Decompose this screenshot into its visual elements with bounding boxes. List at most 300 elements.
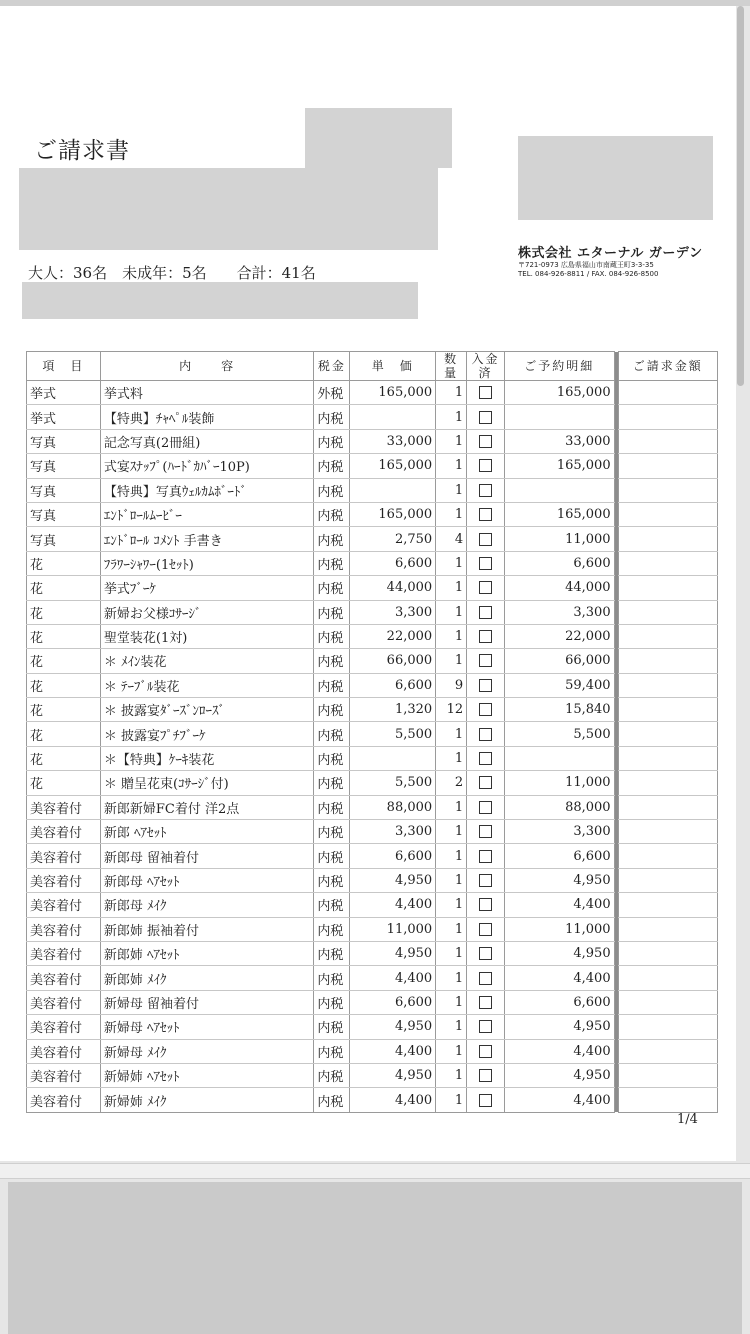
- table-row: [27, 698, 718, 722]
- cell-content: 新郎母 留袖着付: [100, 844, 314, 868]
- cell-tax: 内税: [314, 624, 350, 648]
- header-item: 項 目: [27, 352, 101, 381]
- cell-detail: 88,000: [504, 795, 614, 819]
- company-name: 株式会社 エターナル ガーデン: [518, 246, 703, 261]
- redacted-block: [305, 108, 452, 168]
- cell-detail: 6,600: [504, 844, 614, 868]
- cell-billing: [618, 893, 717, 917]
- cell-detail: 4,950: [504, 1063, 614, 1087]
- cell-content: 記念写真(2冊組): [100, 429, 314, 453]
- cell-qty: 1: [436, 941, 467, 965]
- paid-checkbox[interactable]: [479, 923, 492, 936]
- cell-qty: 1: [436, 1015, 467, 1039]
- cell-qty: 1: [436, 478, 467, 502]
- cell-paid: [467, 673, 505, 697]
- cell-tax: 内税: [314, 1015, 350, 1039]
- cell-qty: 1: [436, 917, 467, 941]
- cell-qty: 4: [436, 527, 467, 551]
- cell-detail: 3,300: [504, 600, 614, 624]
- cell-qty: 1: [436, 1063, 467, 1087]
- cell-tax: 内税: [314, 551, 350, 575]
- cell-qty: 1: [436, 576, 467, 600]
- cell-detail: 59,400: [504, 673, 614, 697]
- cell-billing: [618, 527, 717, 551]
- cell-content: 挙式料: [100, 381, 314, 405]
- cell-tax: 内税: [314, 1063, 350, 1087]
- cell-qty: 1: [436, 722, 467, 746]
- paid-checkbox[interactable]: [479, 850, 492, 863]
- cell-price: 2,750: [350, 527, 436, 551]
- cell-tax: 内税: [314, 722, 350, 746]
- cell-billing: [618, 746, 717, 770]
- cell-paid: [467, 527, 505, 551]
- cell-paid: [467, 381, 505, 405]
- cell-price: 6,600: [350, 551, 436, 575]
- cell-price: 165,000: [350, 381, 436, 405]
- redacted-block: [518, 136, 713, 220]
- cell-billing: [618, 576, 717, 600]
- cell-content: 新郎母 ﾒｲｸ: [100, 893, 314, 917]
- header-content: 内 容: [100, 352, 314, 381]
- cell-item: 花: [27, 746, 101, 770]
- table-row: [27, 795, 718, 819]
- cell-detail: 4,400: [504, 893, 614, 917]
- cell-paid: [467, 893, 505, 917]
- cell-detail: 4,400: [504, 966, 614, 990]
- paid-checkbox[interactable]: [479, 1020, 492, 1033]
- paid-checkbox[interactable]: [479, 874, 492, 887]
- cell-qty: 1: [436, 649, 467, 673]
- cell-item: 美容着付: [27, 1039, 101, 1063]
- cell-item: 花: [27, 698, 101, 722]
- cell-price: 88,000: [350, 795, 436, 819]
- cell-paid: [467, 917, 505, 941]
- cell-price: 33,000: [350, 429, 436, 453]
- paid-checkbox[interactable]: [479, 801, 492, 814]
- cell-billing: [618, 649, 717, 673]
- cell-detail: 11,000: [504, 771, 614, 795]
- cell-item: 美容着付: [27, 1063, 101, 1087]
- table-row: [27, 868, 718, 892]
- cell-tax: 外税: [314, 381, 350, 405]
- cell-tax: 内税: [314, 746, 350, 770]
- cell-item: 美容着付: [27, 917, 101, 941]
- redacted-block: [19, 168, 438, 250]
- cell-item: 写真: [27, 429, 101, 453]
- cell-billing: [618, 1063, 717, 1087]
- cell-price: 66,000: [350, 649, 436, 673]
- paid-checkbox[interactable]: [479, 1094, 492, 1107]
- cell-content: ﾌﾗﾜｰｼｬﾜｰ(1ｾｯﾄ): [100, 551, 314, 575]
- cell-price: 4,400: [350, 893, 436, 917]
- cell-billing: [618, 698, 717, 722]
- cell-content: 【特典】ﾁｬﾍﾟﾙ装飾: [100, 405, 314, 429]
- cell-content: 【特典】写真ｳｪﾙｶﾑﾎﾞｰﾄﾞ: [100, 478, 314, 502]
- cell-billing: [618, 673, 717, 697]
- cell-paid: [467, 429, 505, 453]
- header-billing: ご請求金額: [618, 352, 717, 381]
- cell-tax: 内税: [314, 1039, 350, 1063]
- paid-checkbox[interactable]: [479, 776, 492, 789]
- cell-detail: 3,300: [504, 820, 614, 844]
- cell-tax: 内税: [314, 649, 350, 673]
- cell-detail: 44,000: [504, 576, 614, 600]
- cell-detail: 4,950: [504, 1015, 614, 1039]
- cell-item: 写真: [27, 527, 101, 551]
- paid-checkbox[interactable]: [479, 557, 492, 570]
- cell-item: 写真: [27, 454, 101, 478]
- table-row: [27, 1039, 718, 1063]
- cell-item: 挙式: [27, 381, 101, 405]
- cell-tax: 内税: [314, 990, 350, 1014]
- cell-paid: [467, 722, 505, 746]
- cell-paid: [467, 478, 505, 502]
- cell-item: 挙式: [27, 405, 101, 429]
- cell-paid: [467, 405, 505, 429]
- cell-price: 6,600: [350, 844, 436, 868]
- cell-detail: 4,400: [504, 1088, 614, 1112]
- cell-tax: 内税: [314, 893, 350, 917]
- cell-paid: [467, 600, 505, 624]
- company-address: 〒721-0973 広島県福山市南蔵王町3-3-35: [518, 261, 654, 269]
- cell-paid: [467, 1063, 505, 1087]
- table-row: [27, 966, 718, 990]
- cell-tax: 内税: [314, 454, 350, 478]
- cell-tax: 内税: [314, 917, 350, 941]
- cell-price: 44,000: [350, 576, 436, 600]
- cell-tax: 内税: [314, 941, 350, 965]
- cell-qty: 1: [436, 624, 467, 648]
- table-row: [27, 429, 718, 453]
- paid-checkbox[interactable]: [479, 533, 492, 546]
- cell-billing: [618, 1015, 717, 1039]
- cell-billing: [618, 429, 717, 453]
- cell-billing: [618, 1039, 717, 1063]
- cell-price: 1,320: [350, 698, 436, 722]
- cell-paid: [467, 1039, 505, 1063]
- cell-paid: [467, 941, 505, 965]
- cell-billing: [618, 795, 717, 819]
- table-row: [27, 478, 718, 502]
- cell-item: 美容着付: [27, 844, 101, 868]
- redacted-block: [22, 282, 418, 319]
- cell-tax: 内税: [314, 820, 350, 844]
- table-row: [27, 624, 718, 648]
- cell-detail: [504, 746, 614, 770]
- cell-billing: [618, 917, 717, 941]
- cell-tax: 内税: [314, 429, 350, 453]
- cell-content: ＊ 披露宴ﾌﾟﾁﾌﾞｰｹ: [100, 722, 314, 746]
- cell-price: 165,000: [350, 502, 436, 526]
- paid-checkbox[interactable]: [479, 972, 492, 985]
- table-row: [27, 722, 718, 746]
- cell-paid: [467, 624, 505, 648]
- document-page: [0, 6, 736, 1161]
- cell-price: [350, 405, 436, 429]
- paid-checkbox[interactable]: [479, 630, 492, 643]
- cell-tax: 内税: [314, 527, 350, 551]
- header-price: 単 価: [350, 352, 436, 381]
- table-row: [27, 551, 718, 575]
- invoice-table: [26, 351, 718, 1113]
- cell-content: 新郎 ﾍｱｾｯﾄ: [100, 820, 314, 844]
- header-paid: 入金済: [467, 352, 505, 381]
- cell-paid: [467, 771, 505, 795]
- paid-checkbox[interactable]: [479, 1045, 492, 1058]
- cell-item: 写真: [27, 502, 101, 526]
- cell-tax: 内税: [314, 600, 350, 624]
- paid-checkbox[interactable]: [479, 996, 492, 1009]
- table-header-row: [27, 352, 718, 381]
- cell-content: 新郎姉 振袖着付: [100, 917, 314, 941]
- cell-content: 新郎新婦FC着付 洋2点: [100, 795, 314, 819]
- cell-tax: 内税: [314, 868, 350, 892]
- paid-checkbox[interactable]: [479, 508, 492, 521]
- table-row: [27, 527, 718, 551]
- cell-price: 4,950: [350, 941, 436, 965]
- cell-billing: [618, 771, 717, 795]
- cell-qty: 1: [436, 1039, 467, 1063]
- cell-item: 花: [27, 600, 101, 624]
- cell-detail: 4,400: [504, 1039, 614, 1063]
- cell-price: 3,300: [350, 820, 436, 844]
- cell-price: 4,400: [350, 1088, 436, 1112]
- cell-content: ｴﾝﾄﾞﾛｰﾙﾑｰﾋﾞｰ: [100, 502, 314, 526]
- cell-detail: 165,000: [504, 454, 614, 478]
- cell-content: 挙式ﾌﾞｰｹ: [100, 576, 314, 600]
- cell-item: 花: [27, 673, 101, 697]
- cell-content: 新婦お父様ｺｻｰｼﾞ: [100, 600, 314, 624]
- cell-item: 美容着付: [27, 1088, 101, 1112]
- table-row: [27, 844, 718, 868]
- cell-qty: 1: [436, 381, 467, 405]
- cell-paid: [467, 844, 505, 868]
- cell-qty: 1: [436, 502, 467, 526]
- cell-price: 22,000: [350, 624, 436, 648]
- cell-qty: 12: [436, 698, 467, 722]
- paid-checkbox[interactable]: [479, 386, 492, 399]
- cell-item: 花: [27, 576, 101, 600]
- guest-count: 大人：36名 未成年：5名 合計：41名: [28, 264, 316, 282]
- cell-detail: 11,000: [504, 527, 614, 551]
- paid-checkbox[interactable]: [479, 752, 492, 765]
- cell-content: 新婦姉 ﾒｲｸ: [100, 1088, 314, 1112]
- cell-item: 美容着付: [27, 820, 101, 844]
- table-row: [27, 673, 718, 697]
- cell-billing: [618, 990, 717, 1014]
- cell-tax: 内税: [314, 502, 350, 526]
- cell-item: 美容着付: [27, 795, 101, 819]
- cell-price: 5,500: [350, 722, 436, 746]
- table-row: [27, 649, 718, 673]
- cell-qty: 1: [436, 405, 467, 429]
- paid-checkbox[interactable]: [479, 1069, 492, 1082]
- company-tel: TEL. 084-926-8811 / FAX. 084-926-8500: [518, 270, 659, 278]
- cell-billing: [618, 600, 717, 624]
- paid-checkbox[interactable]: [479, 947, 492, 960]
- cell-item: 花: [27, 771, 101, 795]
- cell-qty: 1: [436, 600, 467, 624]
- table-row: [27, 502, 718, 526]
- cell-price: 6,600: [350, 990, 436, 1014]
- cell-paid: [467, 1088, 505, 1112]
- cell-price: 11,000: [350, 917, 436, 941]
- cell-detail: 165,000: [504, 381, 614, 405]
- paid-checkbox[interactable]: [479, 825, 492, 838]
- document-title: ご請求書: [34, 138, 130, 164]
- paid-checkbox[interactable]: [479, 898, 492, 911]
- table-row: [27, 893, 718, 917]
- table-row: [27, 820, 718, 844]
- cell-detail: 6,600: [504, 551, 614, 575]
- cell-qty: 1: [436, 844, 467, 868]
- cell-detail: 165,000: [504, 502, 614, 526]
- cell-content: 新郎母 ﾍｱｾｯﾄ: [100, 868, 314, 892]
- cell-tax: 内税: [314, 673, 350, 697]
- paid-checkbox[interactable]: [479, 581, 492, 594]
- cell-item: 花: [27, 722, 101, 746]
- page-divider: [0, 1163, 750, 1179]
- cell-content: 新婦姉 ﾍｱｾｯﾄ: [100, 1063, 314, 1087]
- cell-content: ｴﾝﾄﾞﾛｰﾙ ｺﾒﾝﾄ 手書き: [100, 527, 314, 551]
- cell-price: 4,950: [350, 1015, 436, 1039]
- cell-paid: [467, 795, 505, 819]
- table-row: [27, 381, 718, 405]
- cell-billing: [618, 1088, 717, 1112]
- cell-paid: [467, 576, 505, 600]
- cell-content: 新郎姉 ﾒｲｸ: [100, 966, 314, 990]
- cell-paid: [467, 551, 505, 575]
- cell-content: 新郎姉 ﾍｱｾｯﾄ: [100, 941, 314, 965]
- paid-checkbox[interactable]: [479, 703, 492, 716]
- cell-detail: 6,600: [504, 990, 614, 1014]
- cell-detail: 33,000: [504, 429, 614, 453]
- cell-item: 花: [27, 649, 101, 673]
- cell-qty: 1: [436, 454, 467, 478]
- cell-detail: 66,000: [504, 649, 614, 673]
- cell-billing: [618, 405, 717, 429]
- cell-content: ＊ ﾒｲﾝ装花: [100, 649, 314, 673]
- cell-tax: 内税: [314, 576, 350, 600]
- table-row: [27, 1088, 718, 1112]
- cell-billing: [618, 868, 717, 892]
- cell-detail: [504, 405, 614, 429]
- cell-price: [350, 746, 436, 770]
- paid-checkbox[interactable]: [479, 459, 492, 472]
- page-number: 1/4: [677, 1112, 698, 1127]
- cell-item: 花: [27, 624, 101, 648]
- paid-checkbox[interactable]: [479, 679, 492, 692]
- cell-detail: 5,500: [504, 722, 614, 746]
- header-qty: 数量: [436, 352, 467, 381]
- paid-checkbox[interactable]: [479, 484, 492, 497]
- cell-billing: [618, 478, 717, 502]
- cell-paid: [467, 1015, 505, 1039]
- paid-checkbox[interactable]: [479, 606, 492, 619]
- table-row: [27, 405, 718, 429]
- cell-price: 3,300: [350, 600, 436, 624]
- cell-item: 美容着付: [27, 966, 101, 990]
- cell-paid: [467, 868, 505, 892]
- cell-tax: 内税: [314, 1088, 350, 1112]
- cell-qty: 1: [436, 1088, 467, 1112]
- cell-price: 165,000: [350, 454, 436, 478]
- cell-item: 美容着付: [27, 1015, 101, 1039]
- cell-paid: [467, 966, 505, 990]
- table-row: [27, 771, 718, 795]
- cell-detail: 15,840: [504, 698, 614, 722]
- cell-detail: 22,000: [504, 624, 614, 648]
- cell-price: 4,950: [350, 1063, 436, 1087]
- cell-item: 美容着付: [27, 868, 101, 892]
- cell-detail: 4,950: [504, 868, 614, 892]
- cell-price: [350, 478, 436, 502]
- company-block: [518, 242, 708, 279]
- paid-checkbox[interactable]: [479, 728, 492, 741]
- header-detail: ご予約明細: [504, 352, 614, 381]
- cell-paid: [467, 746, 505, 770]
- cell-content: 新婦母 ﾍｱｾｯﾄ: [100, 1015, 314, 1039]
- cell-billing: [618, 551, 717, 575]
- cell-item: 美容着付: [27, 893, 101, 917]
- cell-qty: 1: [436, 868, 467, 892]
- cell-price: 4,950: [350, 868, 436, 892]
- paid-checkbox[interactable]: [479, 435, 492, 448]
- cell-price: 4,400: [350, 1039, 436, 1063]
- cell-tax: 内税: [314, 405, 350, 429]
- cell-content: 新婦母 留袖着付: [100, 990, 314, 1014]
- cell-paid: [467, 649, 505, 673]
- cell-content: ＊ 贈呈花束(ｺｻｰｼﾞ付): [100, 771, 314, 795]
- header-tax: 税金: [314, 352, 350, 381]
- cell-content: 聖堂装花(1対): [100, 624, 314, 648]
- cell-tax: 内税: [314, 966, 350, 990]
- cell-billing: [618, 381, 717, 405]
- cell-qty: 1: [436, 429, 467, 453]
- cell-detail: 11,000: [504, 917, 614, 941]
- cell-item: 美容着付: [27, 990, 101, 1014]
- cell-qty: 2: [436, 771, 467, 795]
- cell-tax: 内税: [314, 478, 350, 502]
- cell-price: 4,400: [350, 966, 436, 990]
- cell-qty: 1: [436, 820, 467, 844]
- cell-billing: [618, 624, 717, 648]
- cell-tax: 内税: [314, 844, 350, 868]
- cell-qty: 1: [436, 795, 467, 819]
- cell-tax: 内税: [314, 771, 350, 795]
- cell-paid: [467, 990, 505, 1014]
- cell-paid: [467, 502, 505, 526]
- cell-content: ＊ 披露宴ﾀﾞｰｽﾞﾝﾛｰｽﾞ: [100, 698, 314, 722]
- cell-billing: [618, 502, 717, 526]
- cell-billing: [618, 941, 717, 965]
- table-row: [27, 454, 718, 478]
- table-row: [27, 990, 718, 1014]
- cell-paid: [467, 820, 505, 844]
- paid-checkbox[interactable]: [479, 411, 492, 424]
- cell-content: 式宴ｽﾅｯﾌﾟ(ﾊｰﾄﾞｶﾊﾞｰ10P): [100, 454, 314, 478]
- table-row: [27, 576, 718, 600]
- cell-detail: 4,950: [504, 941, 614, 965]
- cell-tax: 内税: [314, 698, 350, 722]
- scrollbar[interactable]: [737, 6, 744, 386]
- table-row: [27, 746, 718, 770]
- cell-paid: [467, 454, 505, 478]
- cell-content: 新婦母 ﾒｲｸ: [100, 1039, 314, 1063]
- cell-qty: 1: [436, 893, 467, 917]
- paid-checkbox[interactable]: [479, 654, 492, 667]
- cell-qty: 1: [436, 746, 467, 770]
